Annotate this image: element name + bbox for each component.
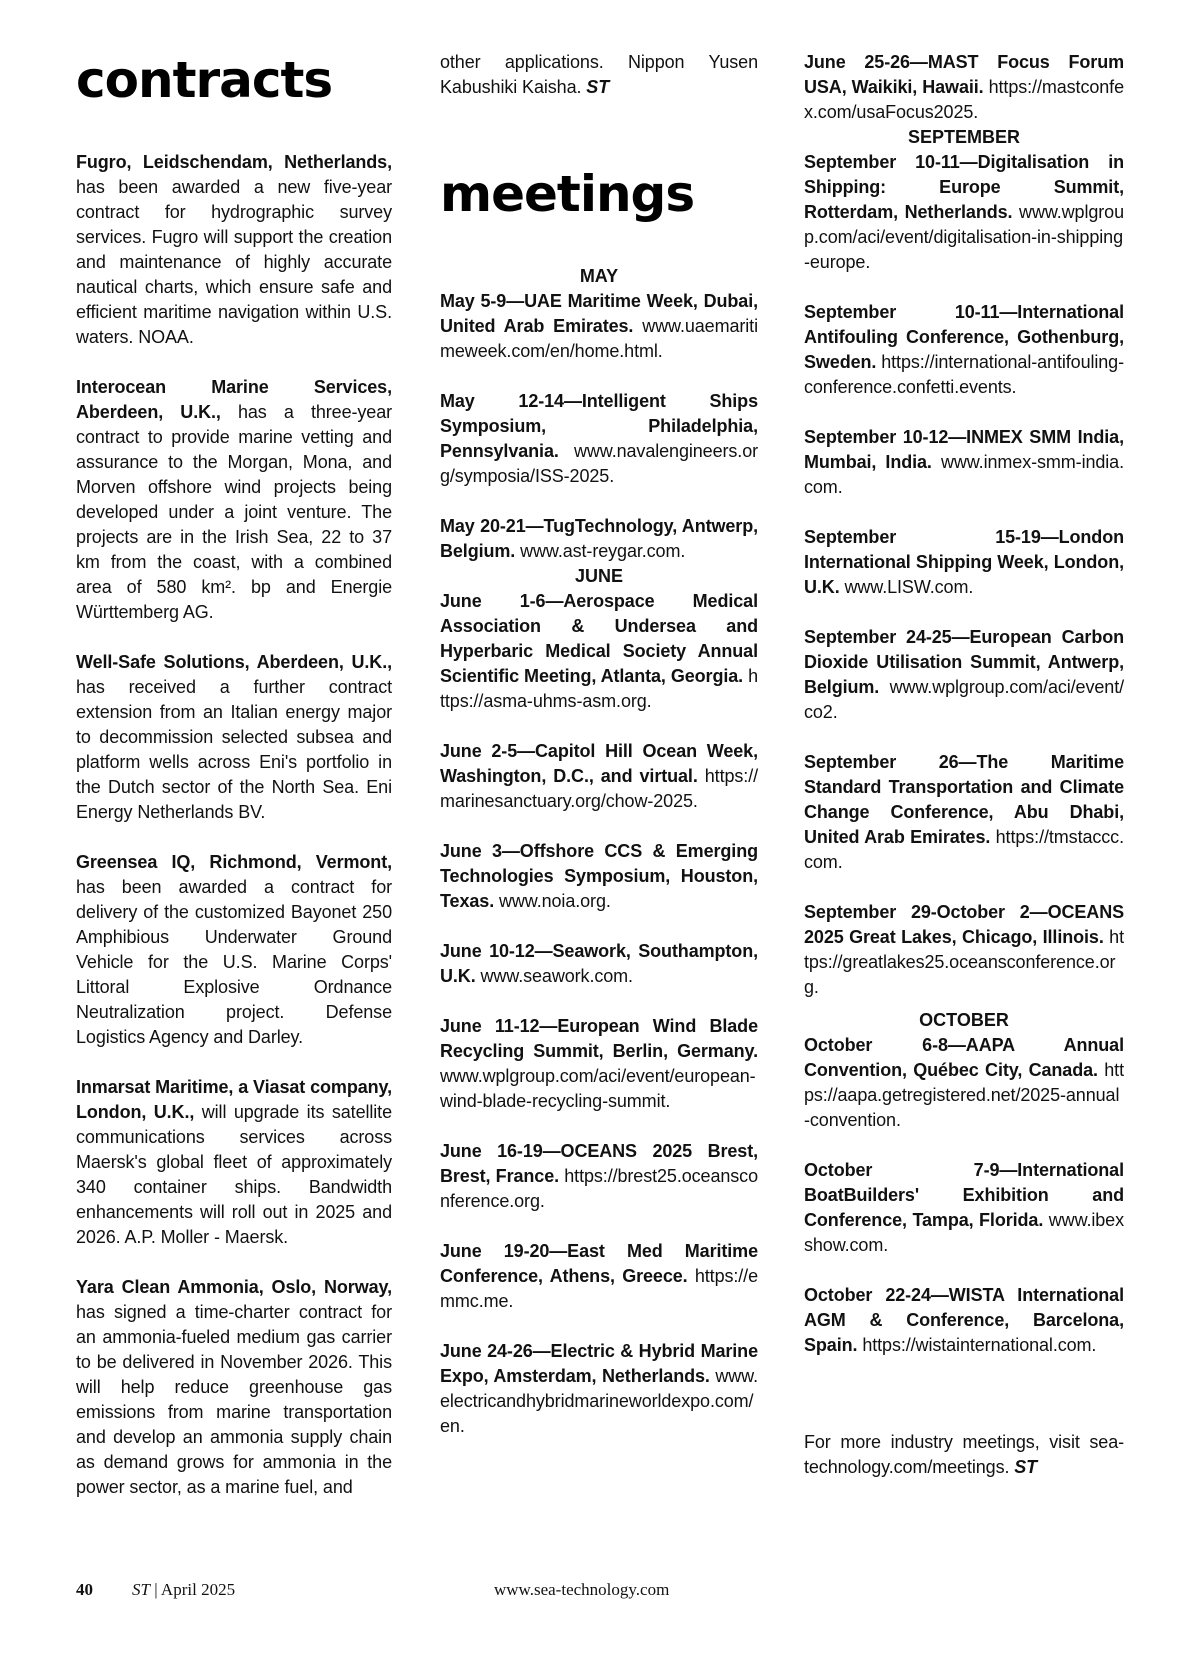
meeting-link[interactable]: https://marinesanctuary.org/chow-2025. <box>440 766 758 811</box>
month-heading-may: MAY <box>579 266 619 286</box>
meeting-item: June 19-20—East Med Maritime Conference, Athens, Greece. https://emmc.me. <box>440 1241 758 1311</box>
meeting-item: September 15-19—London International Shipping Week, London, U.K. www.LISW.com. <box>804 527 1124 597</box>
contract-item: Fugro, Leidschendam, Netherlands, has been awarded a new five-year contract for hydrographic survey services. Fugro will support the creation and maintenance of highly accurate nautical charts, which ensure safe and efficient maritime navigation within U.S. waters. NOAA. <box>76 152 392 347</box>
contract-item: Well-Safe Solutions, Aberdeen, U.K., has received a further contract extension from an Italian energy major to decommission selected subsea and platform wells across Eni's portfolio in the Dutch sector of the North Sea. Eni Energy Netherlands BV. <box>76 652 392 822</box>
meetings-column-2 <box>804 50 1124 1480</box>
meeting-link[interactable]: https://emmc.me. <box>440 1266 758 1311</box>
meeting-item: June 2-5—Capitol Hill Ocean Week, Washington, D.C., and virtual. https://marinesanctuary.org/chow-2025. <box>440 741 758 811</box>
issue-info: ST | April 2025 <box>132 1580 236 1599</box>
contract-continuation: other applications. Nippon Yusen Kabushiki Kaisha. ST <box>440 52 758 97</box>
meeting-item: September 10-11—Digitalisation in Shipping: Europe Summit, Rotterdam, Netherlands. www.wplgroup.com/aci/event/digitalisation-in-shipping-europe. <box>804 152 1124 272</box>
meeting-item: September 10-12—INMEX SMM India, Mumbai, India. www.inmex-smm-india.com. <box>804 427 1124 497</box>
meeting-item: June 10-12—Seawork, Southampton, U.K. www.seawork.com. <box>440 941 758 986</box>
meeting-link[interactable]: www.noia.org. <box>494 891 611 911</box>
meeting-item: June 11-12—European Wind Blade Recycling Summit, Berlin, Germany. www.wplgroup.com/aci/event/european-wind-blade-recycling-summit. <box>440 1016 758 1111</box>
month-heading-september: SEPTEMBER <box>907 127 1021 147</box>
meeting-link[interactable]: www.wplgroup.com/aci/event/european-wind-blade-recycling-summit. <box>440 1066 756 1111</box>
meeting-item: June 25-26—MAST Focus Forum USA, Waikiki, Hawaii. https://mastconfex.com/usaFocus2025. <box>804 52 1124 122</box>
meeting-link[interactable]: www.wplgroup.com/aci/event/digitalisation-in-shipping-europe. <box>804 202 1124 272</box>
meetings-title: meetings <box>440 165 695 223</box>
page-number: 40 <box>76 1580 93 1599</box>
meeting-link[interactable]: https://greatlakes25.oceansconference.org. <box>804 927 1124 997</box>
contract-item: Greensea IQ, Richmond, Vermont, has been awarded a contract for delivery of the customized Bayonet 250 Amphibious Underwater Ground Vehicle for the U.S. Marine Corps' Littoral Explosive Ordnance Neutralization project. Defense Logistics Agency and Darley. <box>76 852 392 1047</box>
meeting-link[interactable]: www.ibexshow.com. <box>804 1210 1124 1255</box>
meeting-item: June 1-6—Aerospace Medical Association & Undersea and Hyperbaric Medical Society Annual Scientific Meeting, Atlanta, Georgia. https://asma-uhms-asm.org. <box>440 591 758 711</box>
contract-item: Yara Clean Ammonia, Oslo, Norway, has signed a time-charter contract for an ammonia-fueled medium gas carrier to be delivered in November 2026. This will help reduce greenhouse gas emissions from marine transportation and develop an ammonia supply chain as demand grows for ammonia in the power sector, as a marine fuel, and <box>76 1277 392 1497</box>
st-logo: ST <box>1014 1457 1038 1477</box>
meeting-link[interactable]: www.navalengineers.org/symposia/ISS-2025. <box>440 441 758 486</box>
meeting-item: September 24-25—European Carbon Dioxide Utilisation Summit, Antwerp, Belgium. www.wplgroup.com/aci/event/co2. <box>804 627 1124 722</box>
page-footer <box>76 1580 1126 1610</box>
meeting-link[interactable]: www.inmex-smm-india.com. <box>804 452 1124 497</box>
meeting-link[interactable]: https://mastconfex.com/usaFocus2025. <box>804 77 1124 122</box>
meeting-link[interactable]: https://international-antifouling-conference.confetti.events. <box>804 352 1124 397</box>
meeting-link[interactable]: www.LISW.com. <box>839 577 974 597</box>
meeting-item: May 5-9—UAE Maritime Week, Dubai, United Arab Emirates. www.uaemaritimeweek.com/en/home.html. <box>440 291 758 361</box>
meeting-item: October 6-8—AAPA Annual Convention, Québec City, Canada. https://aapa.getregistered.net/2025-annual-convention. <box>804 1035 1124 1130</box>
more-meetings-note: For more industry meetings, visit sea-technology.com/meetings. ST <box>804 1432 1124 1477</box>
meeting-link[interactable]: www.uaemaritimeweek.com/en/home.html. <box>440 316 758 361</box>
website-link[interactable]: www.sea-technology.com <box>494 1580 670 1599</box>
meeting-link[interactable]: https://tmstaccc.com. <box>804 827 1124 872</box>
meeting-link[interactable]: https://asma-uhms-asm.org. <box>440 666 758 711</box>
meeting-item: October 7-9—International BoatBuilders' Exhibition and Conference, Tampa, Florida. www.ibexshow.com. <box>804 1160 1124 1255</box>
meeting-item: September 26—The Maritime Standard Transportation and Climate Change Conference, Abu Dhabi, United Arab Emirates. https://tmstaccc.com. <box>804 752 1124 872</box>
meeting-link[interactable]: https://wistainternational.com. <box>857 1335 1097 1355</box>
meeting-item: September 29-October 2—OCEANS 2025 Great Lakes, Chicago, Illinois. https://greatlakes25.oceansconference.org. <box>804 902 1124 997</box>
meeting-link[interactable]: https://brest25.oceansconference.org. <box>440 1166 758 1211</box>
st-logo: ST <box>586 77 610 97</box>
meeting-item: October 22-24—WISTA International AGM & Conference, Barcelona, Spain. https://wistainternational.com. <box>804 1285 1124 1355</box>
month-heading-june: JUNE <box>574 566 623 586</box>
meeting-link[interactable]: www.wplgroup.com/aci/event/co2. <box>804 677 1124 722</box>
meeting-item: May 20-21—TugTechnology, Antwerp, Belgium. www.ast-reygar.com. <box>440 516 758 561</box>
meeting-link[interactable]: https://aapa.getregistered.net/2025-annual-convention. <box>804 1060 1124 1130</box>
contracts-column <box>76 50 392 1500</box>
meeting-link[interactable]: www.ast-reygar.com. <box>515 541 686 561</box>
meeting-item: May 12-14—Intelligent Ships Symposium, Philadelphia, Pennsylvania. www.navalengineers.org/symposia/ISS-2025. <box>440 391 758 486</box>
meeting-item: June 16-19—OCEANS 2025 Brest, Brest, France. https://brest25.oceansconference.org. <box>440 1141 758 1211</box>
contract-item: Interocean Marine Services, Aberdeen, U.K., has a three-year contract to provide marine vetting and assurance to the Morgan, Mona, and Morven offshore wind projects being developed under a joint venture. The projects are in the Irish Sea, 22 to 37 km from the coast, with a combined area of 580 km². bp and Energie Württemberg AG. <box>76 377 393 622</box>
meeting-item: September 10-11—International Antifouling Conference, Gothenburg, Sweden. https://international-antifouling-conference.confetti.events. <box>804 302 1124 397</box>
meetings-column-1 <box>440 50 758 1439</box>
contracts-title: contracts <box>76 51 333 109</box>
contract-item: Inmarsat Maritime, a Viasat company, London, U.K., will upgrade its satellite communications services across Maersk's global fleet of approximately 340 container ships. Bandwidth enhancements will roll out in 2025 and 2026. A.P. Moller - Maersk. <box>76 1077 392 1247</box>
meeting-item: June 3—Offshore CCS & Emerging Technologies Symposium, Houston, Texas. www.noia.org. <box>440 841 758 911</box>
meeting-item: June 24-26—Electric & Hybrid Marine Expo, Amsterdam, Netherlands. www.electricandhybridmarineworldexpo.com/en. <box>440 1341 758 1436</box>
meeting-link[interactable]: www.electricandhybridmarineworldexpo.com/en. <box>440 1366 758 1436</box>
month-heading-october: OCTOBER <box>919 1010 1009 1030</box>
meeting-link[interactable]: www.seawork.com. <box>475 966 633 986</box>
